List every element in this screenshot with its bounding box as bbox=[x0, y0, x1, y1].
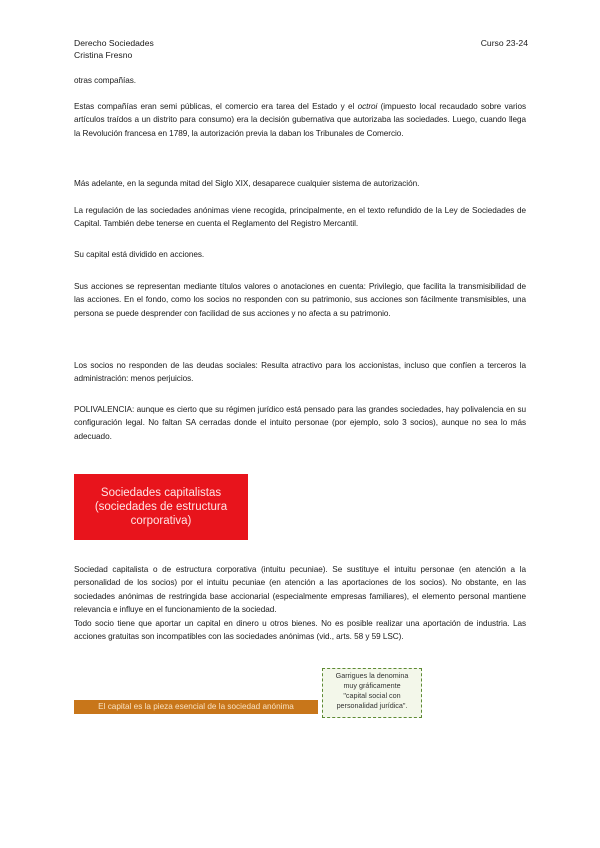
paragraph-10: Todo socio tiene que aportar un capital en dinero u otros bienes. No es posible realizar una aportación de industria. Las acciones gratuitas son incompatibles con las sociedades anónimas (vid., arts. 58 y 59 LSC). bbox=[74, 618, 526, 642]
paragraph-7: Los socios no responden de las deudas sociales: Resulta atractivo para los accionistas, incluso que confíen a terceros la administración: menos perjuicios. bbox=[74, 361, 526, 384]
paragraph-5: Su capital está dividido en acciones. bbox=[74, 250, 205, 259]
course-year: Curso 23-24 bbox=[480, 38, 528, 48]
paragraph-4: La regulación de las sociedades anónimas viene recogida, principalmente, en el texto refundido de la Ley de Sociedades de Capital. También debe tenerse en cuenta el Reglamento del Registro Mercantil. bbox=[74, 206, 526, 229]
section-banner bbox=[74, 474, 248, 540]
octroi-term: octroi bbox=[357, 102, 378, 111]
note-line-1: Garrigues la denomina bbox=[335, 671, 409, 680]
paragraph-2 bbox=[74, 100, 526, 140]
paragraph-6: Sus acciones se representan mediante títulos valores o anotaciones en cuenta: Privilegio, que facilita la transmisibilidad de las acciones. En el fondo, como los socios no responden con su patrimonio, sus acciones son fácilmente transmisibles, una persona se puede desprender con facilidad de sus acciones y no afecta a su patrimonio. bbox=[74, 282, 526, 318]
capital-highlight-bar: El capital es la pieza esencial de la sociedad anónima bbox=[74, 700, 318, 714]
page-header-left bbox=[74, 38, 154, 61]
banner-line-3: corporativa) bbox=[130, 515, 192, 527]
banner-line-1: Sociedades capitalistas bbox=[100, 487, 222, 499]
course-subject: Derecho Sociedades bbox=[74, 38, 154, 48]
paragraph-2-part-a: Estas compañías eran semi públicas, el comercio era tarea del Estado y el bbox=[74, 102, 358, 111]
note-line-4: personalidad jurídica". bbox=[336, 701, 408, 710]
paragraph-9: Sociedad capitalista o de estructura corporativa (intuitu pecuniae). Se sustituye el intuitu personae (en atención a la personalidad de los socios) por el intuitu pecuniae (en atención a las aportaciones de los socios). No obstante, en las sociedades anónimas de restringida base accionarial (especialmente empresas familiares), el elemento personal mantiene relevancia e influye en el funcionamiento de la sociedad. Todo socio tiene que aportar un capital en dinero u otros bienes. No es posible realizar una aportación de industria. Las acciones gratuitas son incompatibles con las sociedades anónimas (vid., arts. 58 y 59 LSC). bbox=[74, 563, 526, 643]
banner-line-2: (sociedades de estructura bbox=[94, 501, 228, 513]
paragraph-8: POLIVALENCIA: aunque es cierto que su régimen jurídico está pensado para las grandes sociedades, hay polivalencia en su configuración legal. No faltan SA cerradas donde el intuito personae (por ejemplo, solo 3 socios), aunque no sea lo más adecuado. bbox=[74, 405, 526, 441]
author-name: Cristina Fresno bbox=[74, 49, 133, 60]
note-line-2: muy gráficamente bbox=[343, 681, 401, 690]
paragraph-1: otras compañías. bbox=[74, 76, 137, 85]
paragraph-2-part-b: (impuesto local recaudado sobre varios artículos traídos a un distrito para consumo) era la decisión gubernativa que autorizaba las sociedades. Luego, cuando llega la Revolución francesa en 1789, la autorización previa la daban los Tribunales de Comercio. bbox=[74, 102, 526, 138]
margin-note bbox=[322, 668, 422, 718]
paragraph-3: Más adelante, en la segunda mitad del Siglo XIX, desaparece cualquier sistema de autorización. bbox=[74, 179, 420, 188]
note-line-3: "capital social con bbox=[343, 691, 401, 700]
